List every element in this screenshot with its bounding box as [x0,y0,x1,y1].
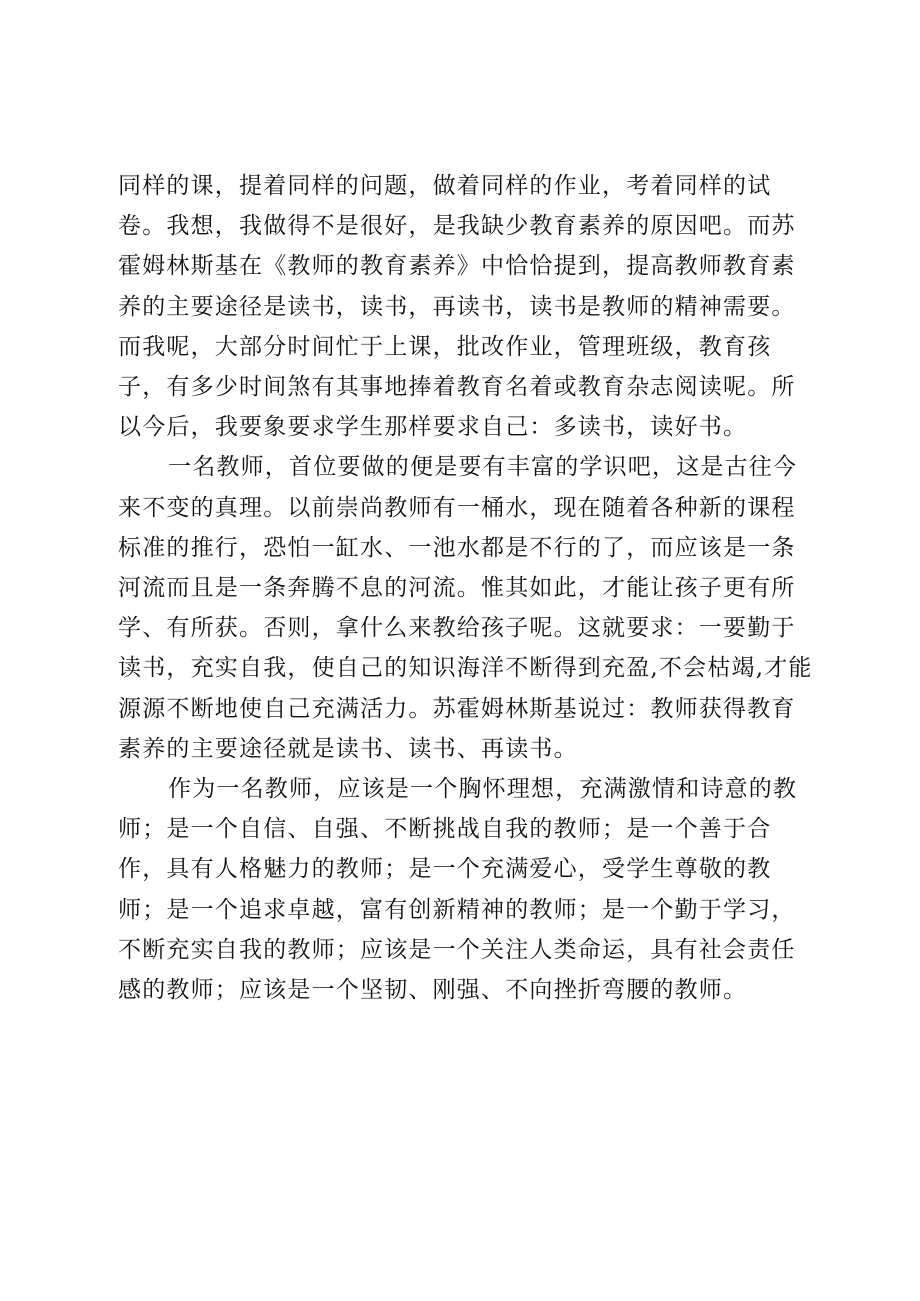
paragraph-1: 同样的课，提着同样的问题，做着同样的作业，考着同样的试卷。我想，我做得不是很好，是我缺少教育素养的原因吧。而苏霍姆林斯基在《教师的教育素养》中恰恰提到，提高教师教育素养的主要途径是读书，读书，再读书，读书是教师的精神需要。而我呢，大部分时间忙于上课，批改作业，管理班级，教育孩子，有多少时间煞有其事地捧着教育名着或教育杂志阅读呢。所以今后，我要象要求学生那样要求自己：多读书，读好书。 [118,173,796,441]
paragraph-2: 一名教师，首位要做的便是要有丰富的学识吧，这是古往今来不变的真理。以前崇尚教师有一桶水，现在随着各种新的课程标准的推行，恐怕一缸水、一池水都是不行的了，而应该是一条河流而且是一条奔腾不息的河流。惟其如此，才能让孩子更有所学、有所获。否则，拿什么来教给孩子呢。这就要求：一要勤于读书，充实自我，使自己的知识海洋不断得到充盈,不会枯竭,才能源源不断地使自己充满活力。苏霍姆林斯基说过：教师获得教育素养的主要途径就是读书、读书、再读书。 [118,454,813,762]
paragraph-3: 作为一名教师，应该是一个胸怀理想，充满激情和诗意的教师；是一个自信、自强、不断挑战自我的教师；是一个善于合作，具有人格魅力的教师；是一个充满爱心，受学生尊敬的教师；是一个追求卓越，富有创新精神的教师；是一个勤于学习，不断充实自我的教师；应该是一个关注人类命运，具有社会责任感的教师；应该是一个坚韧、刚强、不向挫折弯腰的教师。 [118,776,798,1004]
document-body [118,166,818,1010]
